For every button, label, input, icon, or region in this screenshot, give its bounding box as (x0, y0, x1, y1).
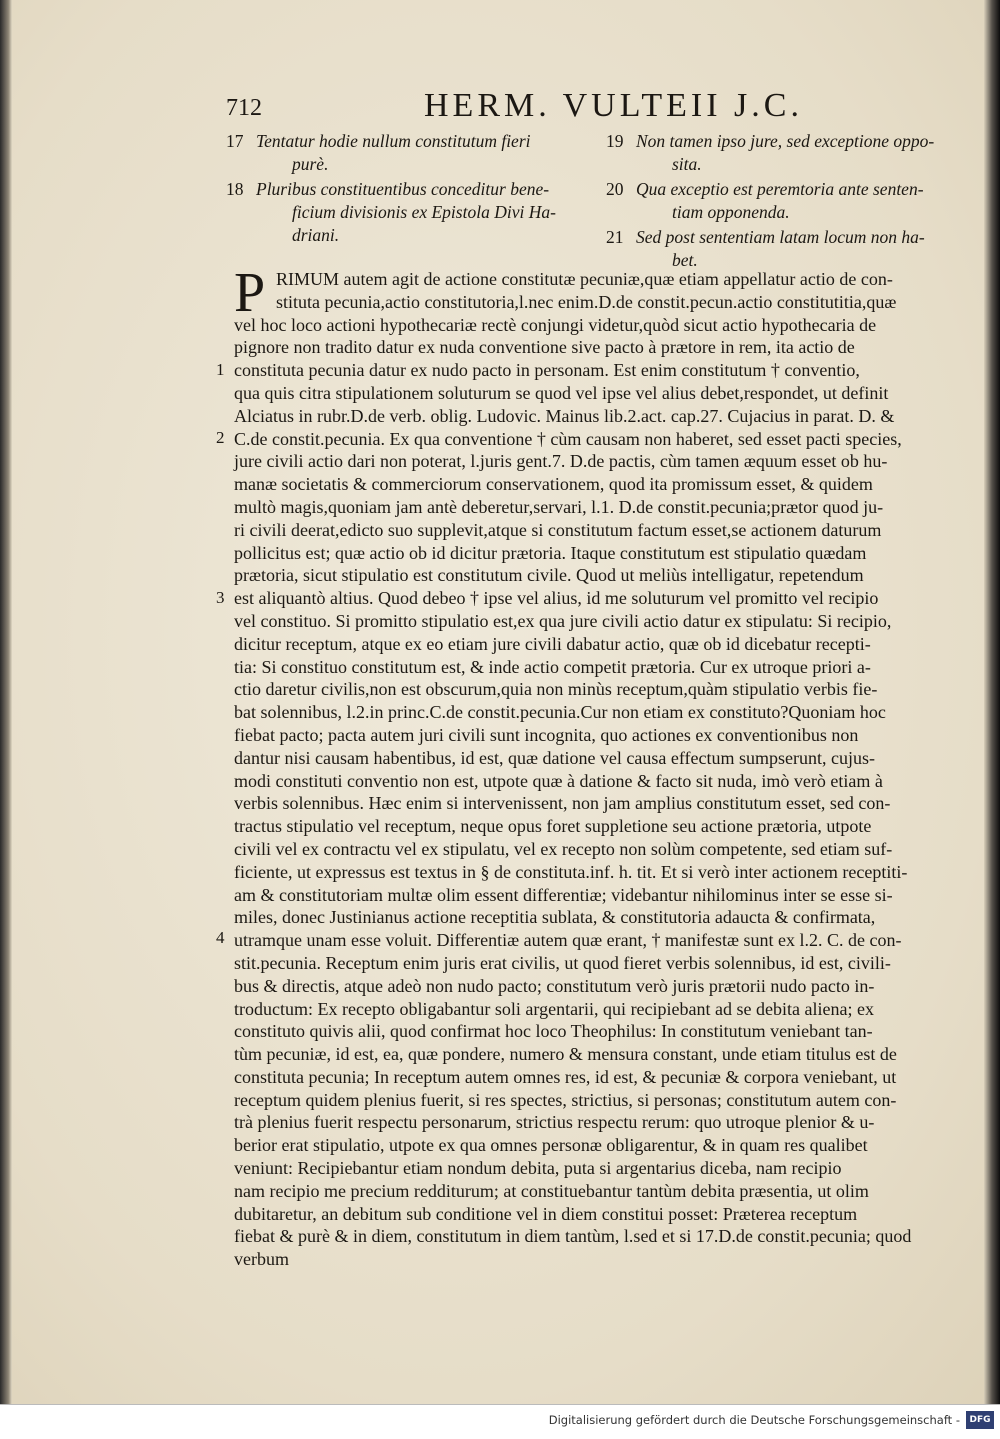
body-line: pignore non tradito datur ex nuda conventione sive pacto à prætore in rem, ita actio de (234, 337, 855, 358)
body-line: troductum: Ex recepto obligabantur soli argentarii, qui recipiebant ad se debita aliena; ex (234, 998, 874, 1019)
summary-line: bet. (672, 250, 698, 270)
summary-entry-number: 19 (606, 131, 624, 151)
body-line: prætoria, sicut stipulatio est constitutum civile. Quod ut meliùs intelligatur, repetendum (234, 565, 864, 586)
body-line: civili vel ex contractu vel ex stipulatu, vel ex recepto non solùm competente, sed etiam suf- (234, 838, 893, 859)
summary-entry (606, 226, 976, 272)
margin-number: 3 (216, 588, 225, 607)
summary-line: Non tamen ipso jure, sed exceptione oppo- (636, 131, 935, 151)
dfg-logo: DFG (966, 1411, 994, 1429)
body-line: constituto quivis alii, quod confirmat hoc loco Theophilus: In constitutum veniebant tan- (234, 1021, 873, 1042)
body-line: ficiente, ut expressus est textus in § de constituta.inf. h. tit. Et si verò inter actionem receptiti- (234, 861, 908, 882)
body-line: multò magis,quoniam jam antè deberetur,servari, l.1. D.de constit.pecunia;prætor quod ju- (234, 496, 884, 517)
summary-entry-number: 18 (226, 179, 244, 199)
body-line: berior erat stipulatio, utpote ex qua omnes personæ obligarentur, & in quam res qualibet (234, 1135, 868, 1156)
body-line: ctio daretur civilis,non est obscurum,quia non minùs receptum,quàm stipulatio verbis fie- (234, 679, 878, 700)
body-line: nam recipio me precium redditurum; at constituebantur tantùm debita præsentia, ut olim (234, 1180, 869, 1201)
body-text (234, 262, 984, 1271)
summary-entry (226, 178, 598, 247)
body-line: ri civili deerat,edicto suo supplevit,atque si constitutum factum esset,se actionem daturum (234, 519, 882, 540)
body-line: Alciatus in rubr.D.de verb. oblig. Ludovic. Mainus lib.2.act. cap.27. Cujacius in parat. D. & (234, 405, 895, 426)
page-header (226, 85, 986, 129)
summary-entry-number: 21 (606, 227, 624, 247)
running-head: HERM. VULTEII J.C. (424, 87, 803, 124)
summary-line: Pluribus constituentibus conceditur bene- (256, 179, 550, 199)
body-line: tia: Si constituo constitutum est, & inde actio competit prætoria. Cur ex utroque priori a- (234, 656, 871, 677)
summary-line: ficium divisionis ex Epistola Divi Ha- (292, 202, 556, 222)
summary-line: driani. (292, 225, 340, 245)
body-line: modi constituti conventio non est, utpote quæ à datione & facto sit nuda, imò verò etiam à (234, 770, 883, 791)
body-line: pollicitus est; quæ actio ob id dicitur prætoria. Itaque constitutum est stipulatio quædam (234, 542, 867, 563)
body-line: dubitaretur, an debitum sub conditione vel in diem constitui posset: Præterea receptum (234, 1203, 858, 1224)
body-line: tùm pecuniæ, id est, ea, quæ pondere, numero & mensura constant, unde etiam titulus est de (234, 1044, 897, 1065)
margin-number: 2 (216, 428, 225, 447)
summary-entry (606, 130, 976, 176)
page-edge-shadow (984, 0, 1000, 1404)
body-line: veniunt: Recipiebantur etiam nondum debita, puta si argentarius diceba, nam recipio (234, 1158, 842, 1179)
body-line: stit.pecunia. Receptum enim juris erat civilis, ut quod fieret verbis solennibus, id est, civili- (234, 952, 891, 973)
summary-line: tiam opponenda. (672, 202, 790, 222)
body-line: vel hoc loco actioni hypothecariæ rectè conjungi videtur,quòd sicut actio hypothecaria de (234, 314, 877, 335)
summary-line: purè. (292, 154, 329, 174)
body-line: C.de constit.pecunia. Ex qua conventione † cùm causam non haberet, sed esset pacti species, (234, 428, 902, 449)
body-line: stituta pecunia,actio constitutoria,l.nec enim.D.de constit.pecun.actio constitutitia,quæ (276, 291, 897, 312)
summary-line: Sed post sententiam latam locum non ha- (636, 227, 925, 247)
body-line: qua quis citra stipulationem soluturum se quod vel ipse vel alius debet,respondet, ut definit (234, 382, 889, 403)
body-line: dantur nisi causam habentibus, id est, quæ datione vel causa effectum sumpserunt, cujus- (234, 747, 876, 768)
summary-line: Qua exceptio est peremtoria ante senten- (636, 179, 924, 199)
summary-entry-number: 17 (226, 131, 244, 151)
summary-left-column (226, 130, 598, 249)
body-line: verbum (234, 1249, 289, 1270)
margin-number: 4 (216, 928, 225, 947)
body-line: fiebat pacto; pacta autem juri civili sunt incognita, quo actiones ex conventionibus non (234, 724, 859, 745)
body-line: tractus stipulatio vel receptum, neque opus foret suppletione seu actione prætoria, utpote (234, 816, 872, 837)
summary-line: Tentatur hodie nullum constitutum fieri (256, 131, 531, 151)
body-line: miles, donec Justinianus actione receptitia sublata, & constitutoria adaucta & confirmata, (234, 907, 876, 928)
body-line: constituta pecunia datur ex nudo pacto in personam. Est enim constitutum † conventio, (234, 360, 860, 381)
body-line: am & constitutoriam multæ olim essent differentiæ; videbantur nihilominus inter se esse si- (234, 884, 893, 905)
body-line: manæ societatis & commerciorum conservationem, quod ita promissum esset, & quidem (234, 474, 873, 495)
summary-entry (606, 178, 976, 224)
page-binding-shadow (0, 0, 12, 1404)
body-line: vel constituo. Si promitto stipulatio est,ex qua jure civili actio datur ex stipulatu: Si recipio, (234, 610, 892, 631)
body-line: trà plenius fuerit respectu personarum, strictius respectu rerum: quo utroque plenior & u- (234, 1112, 875, 1133)
drop-capital: P (234, 262, 266, 324)
body-line: dicitur receptum, atque ex eo etiam jure civili dabatur actio, quæ ob id dicebatur recepti- (234, 633, 871, 654)
summary-entry-number: 20 (606, 179, 624, 199)
body-line: verbis solennibus. Hæc enim si intervenissent, non jam amplius constitutum esset, sed con- (234, 793, 891, 814)
summary-line: sita. (672, 154, 702, 174)
page-number: 712 (226, 95, 262, 121)
footer-credit: Digitalisierung gefördert durch die Deutsche Forschungsgemeinschaft - (548, 1413, 960, 1427)
body-line: utramque unam esse voluit. Differentiæ autem quæ erant, † manifestæ sunt ex l.2. C. de con- (234, 930, 902, 951)
body-line: jure civili actio dari non poterat, l.juris gent.7. D.de pactis, cùm tamen æquum esset ob hu- (234, 451, 888, 472)
summary-right-column (606, 130, 976, 274)
body-line: receptum quidem plenius fuerit, si res spectes, strictius, si personas; constitutum autem con- (234, 1089, 897, 1110)
body-line: RIMUM autem agit de actione constitutæ pecuniæ,quæ etiam appellatur actio de con- (276, 269, 893, 289)
margin-number: 1 (216, 360, 225, 379)
digitization-footer (0, 1404, 1000, 1439)
body-line: constituta pecunia; In receptum autem omnes res, id est, & pecuniæ & corpora veniebant, ut (234, 1066, 897, 1087)
body-line: fiebat & purè & in diem, constitutum in diem tantùm, l.sed et si 17.D.de constit.pecunia; quod (234, 1226, 912, 1247)
summary-entry (226, 130, 598, 176)
body-line: bat solennibus, l.2.in princ.C.de constit.pecunia.Cur non etiam ex constituto?Quoniam hoc (234, 702, 886, 723)
body-line: est aliquantò altius. Quod debeo † ipse vel alius, id me soluturum vel promitto vel recipio (234, 588, 879, 609)
body-line: bus & directis, atque adeò non nudo pacto; constitutum verò juris prætorii nudo pacto in- (234, 975, 875, 996)
